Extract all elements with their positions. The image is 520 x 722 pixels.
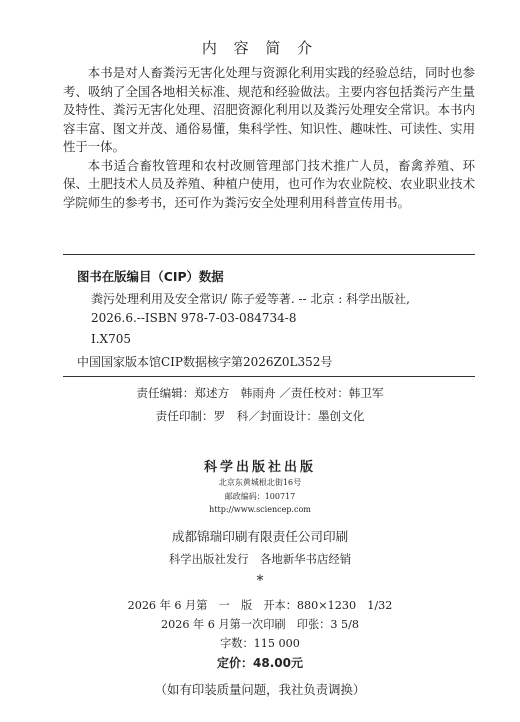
summary-paragraph-1: 本书是对人畜粪污无害化处理与资源化利用实践的经验总结，同时也参考、吸纳了全国各地相关标准、规范和经验做法。主要内容包括粪污产生量及特性、粪污无害化处理、沼肥资源化利用以及粪污处理安全常识。本书内容丰富、图文并茂、通俗易懂，集科学性、知识性、趣味性、可读性、实用性于一体。: [63, 65, 475, 154]
distribution-line: 科学出版社发行 各地新华书店经销: [168, 552, 352, 566]
credits-printing-design: 责任印制：罗 科／封面设计：墨创文化: [155, 409, 365, 423]
edition-line: 2026 年 6 月第 一 版 开本：880×1230 1/32: [127, 599, 393, 612]
printer-line: 成都锦瑞印刷有限责任公司印刷: [171, 529, 349, 544]
publisher-website: http://www.sciencep.com: [209, 505, 311, 514]
summary-paragraph-2: 本书适合畜牧管理和农村改厕管理部门技术推广人员，畜禽养殖、环保、土肥技术人员及养殖、种植户使用，也可作为农业院校、农业职业技术学院师生的参考书，还可作为粪污安全处理利用科普宣传用书。: [63, 157, 475, 210]
cip-heading: 图书在版编目（CIP）数据: [77, 269, 224, 284]
quality-notice: （如有印装质量问题，我社负责调换）: [154, 682, 366, 697]
section-divider-top: [63, 254, 475, 255]
book-summary: [63, 64, 475, 212]
cip-line-isbn: 2026.6.--ISBN 978-7-03-084734-8: [91, 311, 297, 325]
publisher-name: 科学出版社出版: [203, 460, 316, 475]
cip-line-record-number: 中国国家版本馆CIP数据核字第2026Z0L352号: [77, 355, 333, 369]
printing-line: 2026 年 6 月第一次印刷 印张：3 5/8: [161, 618, 359, 631]
separator-asterisk: *: [256, 573, 264, 589]
cip-line-classification: Ⅰ.X705: [91, 332, 132, 346]
section-divider-bottom: [63, 376, 475, 377]
word-count: 字数：115 000: [220, 637, 300, 650]
credits-editors: 责任编辑：郑述方 韩雨舟 ／责任校对：韩卫军: [136, 386, 384, 400]
publisher-address: 北京东黄城根北街16号: [218, 478, 302, 487]
cip-line-title: 粪污处理利用及安全常识/ 陈子爱等著. -- 北京 : 科学出版社,: [91, 292, 410, 306]
book-intro-title: 内 容 简 介: [201, 39, 319, 57]
publisher-postcode: 邮政编码：100717: [224, 492, 296, 501]
price-label: 定价：48.00元: [217, 656, 303, 670]
